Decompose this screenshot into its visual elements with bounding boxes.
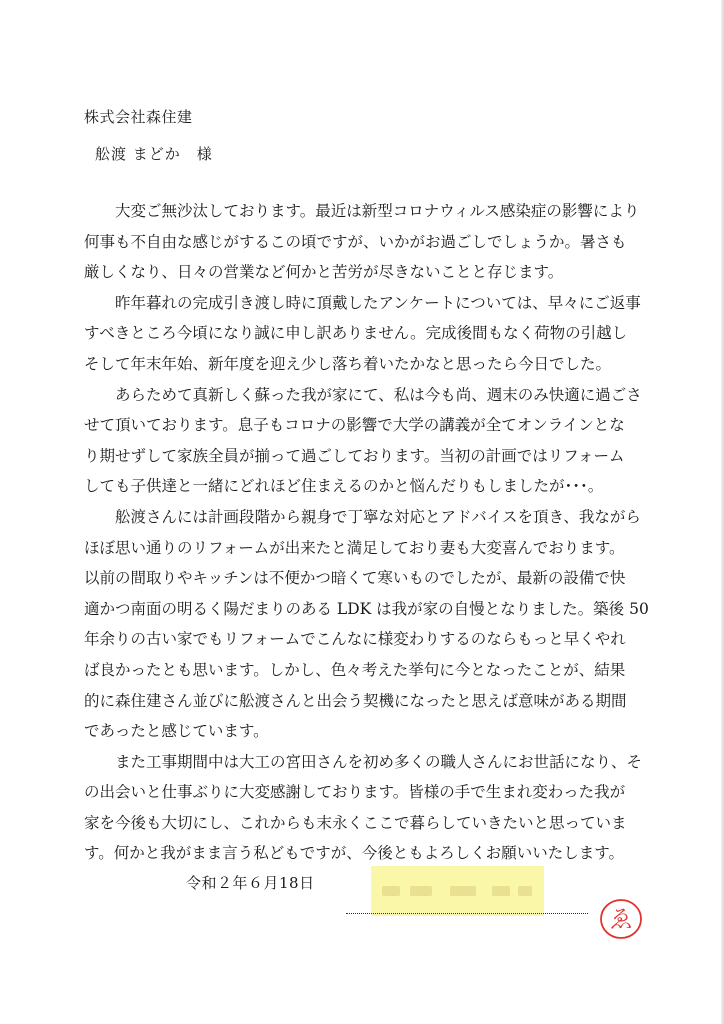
letter-line: そして年末年始、新年度を迎え少し落ち着いたかなと思ったら今日でした。 — [84, 354, 612, 373]
letter-paragraph — [84, 288, 641, 380]
letter-body — [84, 196, 649, 869]
letter-paragraph — [84, 380, 642, 502]
letter-line: すべきところ今頃になり誠に申し訳ありません。完成後間もなく荷物の引越し — [84, 324, 628, 343]
signature-dotted-line — [346, 913, 588, 914]
letter-line: 厳しくなり、日々の営業など何かと苦労が尽きないことと存じます。 — [84, 263, 564, 282]
faint-redacted-name — [380, 882, 540, 902]
letter-line: 的に森住建さん並びに舩渡さんと出会う契機になったと思えば意味がある期間 — [84, 691, 627, 710]
letter-line: ほぼ思い通りのリフォームが出来たと満足しており妻も大変喜んでおります。 — [84, 538, 625, 557]
letter-line: の出会いと仕事ぶりに大変感謝しております。皆様の手で生まれ変わった我が — [84, 783, 626, 802]
letter-line: り期せずして家族全員が揃って過ごしております。当初の計画ではリフォーム — [84, 446, 625, 465]
letter-date: 令和２年６月18日 — [186, 874, 315, 892]
letter-line: せて頂いております。息子もコロナの影響で大学の講義が全てオンラインとな — [84, 416, 625, 435]
letter-paragraph — [84, 196, 640, 288]
letter-line: 大変ご無沙汰しております。最近は新型コロナウィルス感染症の影響により — [115, 202, 640, 220]
letter-line: 何事も不自由な感じがするこの頃ですが、いかがお過ごしでしょうか。暑さも — [84, 232, 627, 251]
letter-line: あらためて真新しく蘇った我が家にて、私は今も尚、週末のみ快適に過ごさ — [115, 385, 642, 404]
letter-line: 適かつ南面の明るく陽だまりのある LDK は我が家の自慢となりました。築後 50 — [84, 599, 649, 618]
letter-line: す。何かと我がまま言う私どもですが、今後ともよろしくお願いいたします。 — [84, 844, 625, 863]
letter-line: 昨年暮れの完成引き渡し時に頂戴したアンケートについては、早々にご返事 — [115, 293, 641, 312]
letter-paragraph — [84, 747, 643, 869]
seal-character: ゑ — [609, 905, 633, 933]
letter-line: 以前の間取りやキッチンは不便かつ暗くて寒いものでしたが、最新の設備で快 — [84, 569, 626, 588]
letter-line: また工事期間中は大工の宮田さんを初め多くの職人さんにお世話になり、そ — [115, 752, 643, 771]
letter-paragraph — [84, 502, 649, 747]
letter-line: しても子供達と一緒にどれほど住まえるのかと悩んだりもしましたが･･･。 — [84, 477, 604, 496]
letter-line: であったと感じています。 — [84, 722, 269, 741]
recipient-name: 舩渡 まどか 様 — [95, 145, 213, 163]
company-name: 株式会社森住建 — [84, 108, 193, 126]
letter-line: ば良かったとも思います。しかし、色々考えた挙句に今となったことが、結果 — [84, 660, 626, 679]
letter-line: 舩渡さんには計画段階から親身で丁寧な対応とアドバイスを頂き、我ながら — [115, 507, 641, 526]
letter-line: 年余りの古い家でもリフォームでこんなに様変わりするのならもっと早くやれ — [84, 630, 626, 649]
letter-line: 家を今後も大切にし、これからも末永くここで暮らしていきたいと思っていま — [84, 813, 627, 832]
red-seal-stamp — [598, 896, 644, 942]
